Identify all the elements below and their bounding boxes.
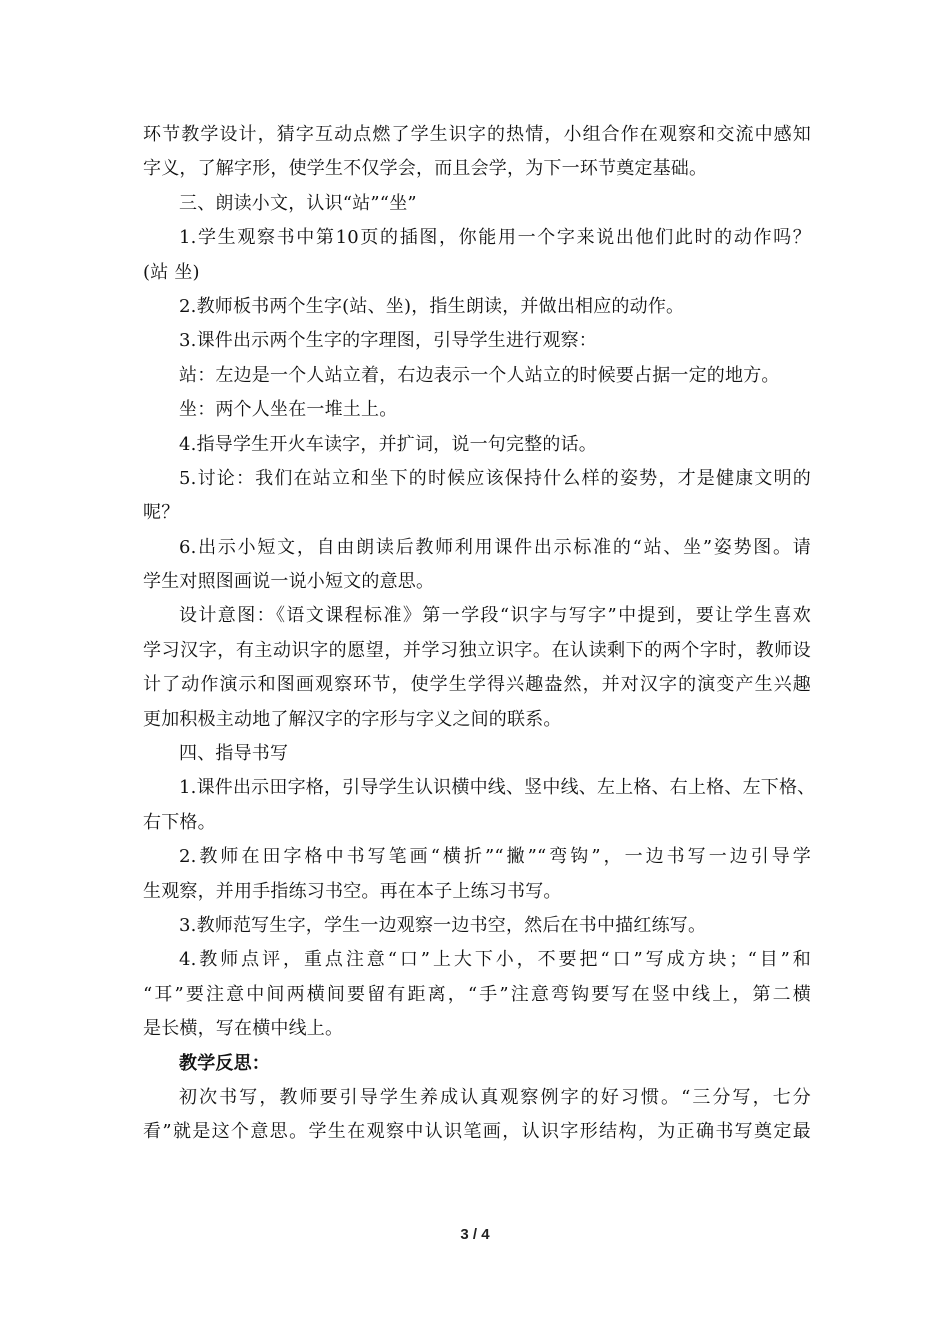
paragraph-line: 学生对照图画说一说小短文的意思。 (143, 571, 435, 593)
paragraph-line: 初次书写，教师要引导学生养成认真观察例字的好习惯。“三分写，七分 (179, 1086, 811, 1108)
section-heading: 三、朗读小文，认识“站”“坐” (179, 192, 417, 214)
paragraph-line: 坐：两个人坐在一堆土上。 (179, 399, 398, 421)
paragraph-line: 1.课件出示田字格，引导学生认识横中线、竖中线、左上格、右上格、左下格、 (179, 777, 816, 799)
paragraph-line: 学习汉字，有主动识字的愿望，并学习独立识字。在认读剩下的两个字时，教师设 (143, 639, 811, 661)
paragraph-line: 4.教师点评，重点注意“口”上大下小，不要把“口”写成方块；“目”和 (179, 949, 811, 971)
body-text (143, 118, 816, 1150)
paragraph-line: 呢？ (143, 502, 180, 524)
paragraph-line: 右下格。 (143, 811, 216, 833)
paragraph-line: 4.指导学生开火车读字，并扩词，说一句完整的话。 (179, 433, 597, 455)
page-number: 3 / 4 (460, 1226, 490, 1243)
paragraph-line: 2.教师板书两个生字(站、坐)，指生朗读，并做出相应的动作。 (179, 295, 685, 317)
paragraph-line: 字义，了解字形，使学生不仅学会，而且会学，为下一环节奠定基础。 (143, 158, 708, 180)
paragraph-line: 环节教学设计，猜字互动点燃了学生识字的热情，小组合作在观察和交流中感知 (143, 124, 811, 145)
paragraph-line: 看”就是这个意思。学生在观察中认识笔画，认识字形结构，为正确书写奠定最 (143, 1121, 811, 1143)
reflection-heading: 教学反思： (179, 1052, 270, 1074)
paragraph-line: 设计意图：《语文课程标准》第一学段“识字与写字”中提到，要让学生喜欢 (179, 605, 811, 627)
paragraph-line: 站：左边是一个人站立着，右边表示一个人站立的时候要占据一定的地方。 (179, 364, 780, 386)
paragraph-line: 是长横，写在横中线上。 (143, 1018, 344, 1040)
paragraph-line: 6.出示小短文，自由朗读后教师利用课件出示标准的“站、坐”姿势图。请 (179, 536, 811, 558)
section-heading: 四、指导书写 (179, 743, 289, 765)
paragraph-line: 1.学生观察书中第10页的插图，你能用一个字来说出他们此时的动作吗？ (179, 227, 811, 249)
paragraph-line: 生观察，并用手指练习书空。再在本子上练习书写。 (143, 880, 562, 902)
paragraph-line: 更加积极主动地了解汉字的字形与字义之间的联系。 (143, 708, 562, 730)
paragraph-line: 2.教师在田字格中书写笔画“横折”“撇”“弯钩”，一边书写一边引导学 (179, 846, 811, 868)
paragraph-line: 3.教师范写生字，学生一边观察一边书空，然后在书中描红练写。 (179, 914, 707, 936)
paragraph-line: 3.课件出示两个生字的字理图，引导学生进行观察： (179, 330, 597, 352)
paragraph-line: (站 坐) (143, 261, 200, 283)
paragraph-line: 计了动作演示和图画观察环节，使学生学得兴趣盎然，并对汉字的演变产生兴趣 (143, 674, 811, 696)
paragraph-line: “耳”要注意中间两横间要留有距离，“手”注意弯钩要写在竖中线上，第二横 (143, 983, 811, 1005)
paragraph-line: 5.讨论：我们在站立和坐下的时候应该保持什么样的姿势，才是健康文明的 (179, 467, 811, 489)
